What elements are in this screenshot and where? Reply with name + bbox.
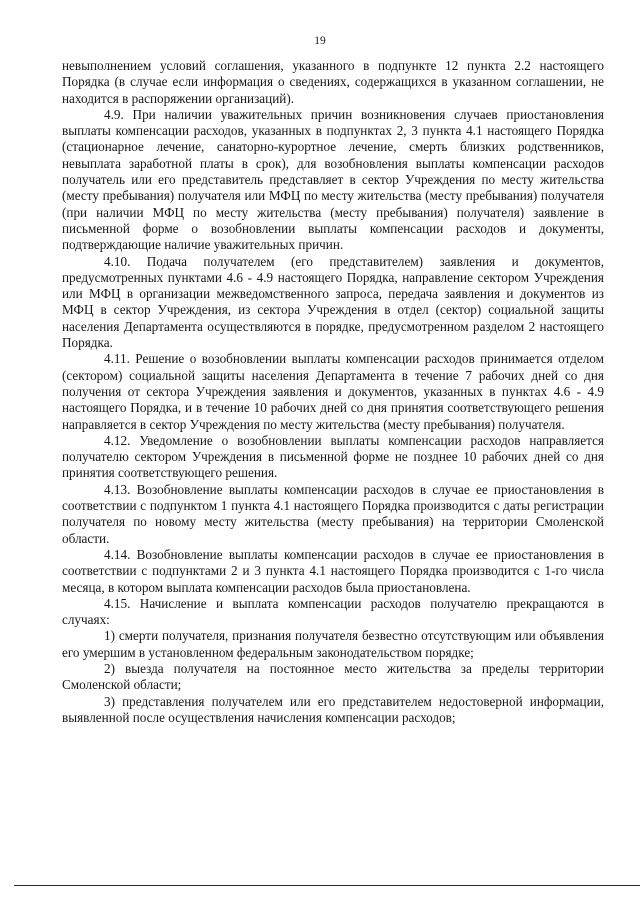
list-item-2: 2) выезда получателя на постоянное место жительства за пределы территории Смоленской области; bbox=[62, 660, 604, 693]
paragraph-4-12: 4.12. Уведомление о возобновлении выплаты компенсации расходов направляется получателю сектором Учреждения в письменной форме не позднее 10 рабочих дней со дня принятия соответствующего решения. bbox=[62, 432, 604, 481]
list-item-3: 3) представления получателем или его представителем недостоверной информации, выявленной после осуществления начисления компенсации расходов; bbox=[62, 693, 604, 725]
paragraph-4-14: 4.14. Возобновление выплаты компенсации расходов в случае ее приостановления в соответствии с подпунктами 2 и 3 пункта 4.1 настоящего Порядка производится с 1-го числа месяца, в котором выплата компенсации расходов была приостановлена. bbox=[62, 546, 604, 595]
paragraph-4-13: 4.13. Возобновление выплаты компенсации расходов в случае ее приостановления в соответствии с подпунктом 1 пункта 4.1 настоящего Порядка производится с даты регистрации получателя по новому месту жительства (месту пребывания) на территории Смоленской области. bbox=[62, 481, 604, 546]
document-body bbox=[62, 58, 604, 726]
paragraph-4-10: 4.10. Подача получателем (его представителем) заявления и документов, предусмотренных пунктами 4.6 - 4.9 настоящего Порядка, направление сектором Учреждения или МФЦ в организации межведомственного запроса, передача заявления и документов из МФЦ в сектор Учреждения, из сектора Учреждения в отдел (сектор) социальной защиты населения Департамента осуществляются в порядке, предусмотренном разделом 2 настоящего Порядка. bbox=[62, 253, 604, 351]
paragraph-4-9: 4.9. При наличии уважительных причин возникновения случаев приостановления выплаты компенсации расходов, указанных в подпунктах 2, 3 пункта 4.1 настоящего Порядка (стационарное лечение, санаторно-курортное лечение, смерть близких родственников, невыплата заработной платы в срок), для возобновления выплаты компенсации расходов получатель или его представитель представляет в сектор Учреждения по месту жительства (месту пребывания) получателя или МФЦ по месту жительства (месту пребывания) получателя (при наличии МФЦ по месту жительства (месту пребывания) получателя) заявление в письменной форме о возобновлении выплаты компенсации расходов и документы, подтверждающие наличие уважительных причин. bbox=[62, 106, 604, 253]
footer-divider bbox=[14, 885, 640, 886]
page-number: 19 bbox=[314, 35, 326, 47]
paragraph-4-11: 4.11. Решение о возобновлении выплаты компенсации расходов принимается отделом (сектором) социальной защиты населения Департамента в течение 7 рабочих дней со дня получения от сектора Учреждения заявления и документов, указанных в пунктах 4.6 - 4.9 настоящего Порядка, и в течение 10 рабочих дней со дня принятия соответствующего решения направляется в сектор Учреждения по месту жительства (месту пребывания) получателя. bbox=[62, 351, 604, 432]
list-item-1: 1) смерти получателя, признания получателя безвестно отсутствующим или объявления его умершим в установленном федеральным законодательством порядке; bbox=[62, 628, 604, 660]
paragraph-continuation: невыполнением условий соглашения, указанного в подпункте 12 пункта 2.2 настоящего Порядка (в случае если информация о сведениях, содержащихся в указанном соглашении, не находится в распоряжении организаций). bbox=[62, 58, 604, 106]
paragraph-4-15: 4.15. Начисление и выплата компенсации расходов получателю прекращаются в случаях: bbox=[62, 595, 604, 628]
